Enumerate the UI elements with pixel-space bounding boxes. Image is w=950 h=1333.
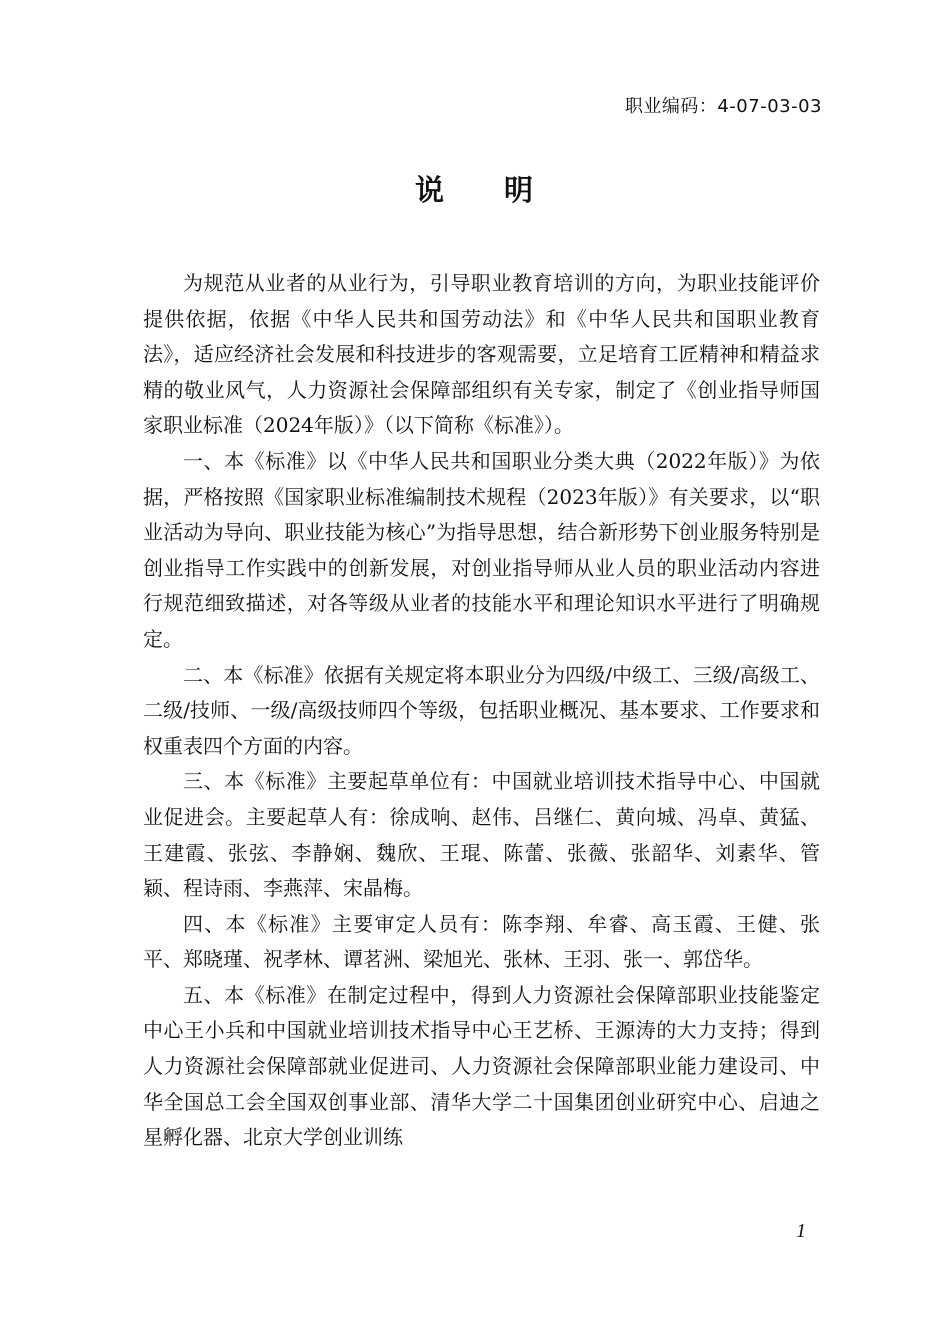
paragraph-item-2: 二、本《标准》依据有关规定将本职业分为四级/中级工、三级/高级工、二级/技师、一级/高级技师四个等级，包括职业概况、基本要求、工作要求和权重表四个方面的内容。 xyxy=(143,662,820,758)
occupation-code: 职业编码：4-07-03-03 xyxy=(624,96,822,117)
paragraph-item-5: 五、本《标准》在制定过程中，得到人力资源社会保障部职业技能鉴定中心王小兵和中国就业培训技术指导中心王艺桥、王源涛的大力支持；得到人力资源社会保障部就业促进司、人力资源社会保障部职业能力建设司、中华全国总工会全国双创事业部、清华大学二十国集团创业研究中心、启迪之星孵化器、北京大学创业训练 xyxy=(143,982,820,1150)
paragraph-item-1: 一、本《标准》以《中华人民共和国职业分类大典（2022年版）》为依据，严格按照《国家职业标准编制技术规程（2023年版）》有关要求，以“职业活动为导向、职业技能为核心”为指导思想，结合新形势下创业服务特别是创业指导工作实践中的创新发展，对创业指导师从业人员的职业活动内容进行规范细致描述，对各等级从业者的技能水平和理论知识水平进行了明确规定。 xyxy=(143,448,820,651)
page-title-char-1: 说 xyxy=(414,173,446,207)
paragraph-intro: 为规范从业者的从业行为，引导职业教育培训的方向，为职业技能评价提供依据，依据《中华人民共和国劳动法》和《中华人民共和国职业教育法》，适应经济社会发展和科技进步的客观需要，立足培育工匠精神和精益求精的敬业风气，人力资源社会保障部组织有关专家，制定了《创业指导师国家职业标准（2024年版）》（以下简称《标准》）。 xyxy=(143,271,820,438)
document-body xyxy=(143,266,820,1156)
page-title xyxy=(0,168,950,209)
paragraph-item-4: 四、本《标准》主要审定人员有：陈李翔、牟睿、高玉霞、王健、张平、郑晓瑾、祝孝林、谭茗洲、梁旭光、张林、王羽、张一、郭岱华。 xyxy=(143,911,820,972)
paragraph-item-3: 三、本《标准》主要起草单位有：中国就业培训技术指导中心、中国就业促进会。主要起草人有：徐成响、赵伟、吕继仁、黄向城、冯卓、黄猛、王建霞、张弦、李静娴、魏欣、王琨、陈蕾、张薇、张韶华、刘素华、管颖、程诗雨、李燕萍、宋晶梅。 xyxy=(143,769,820,901)
page-number: 1 xyxy=(796,1220,806,1242)
page-title-char-2: 明 xyxy=(504,173,536,207)
